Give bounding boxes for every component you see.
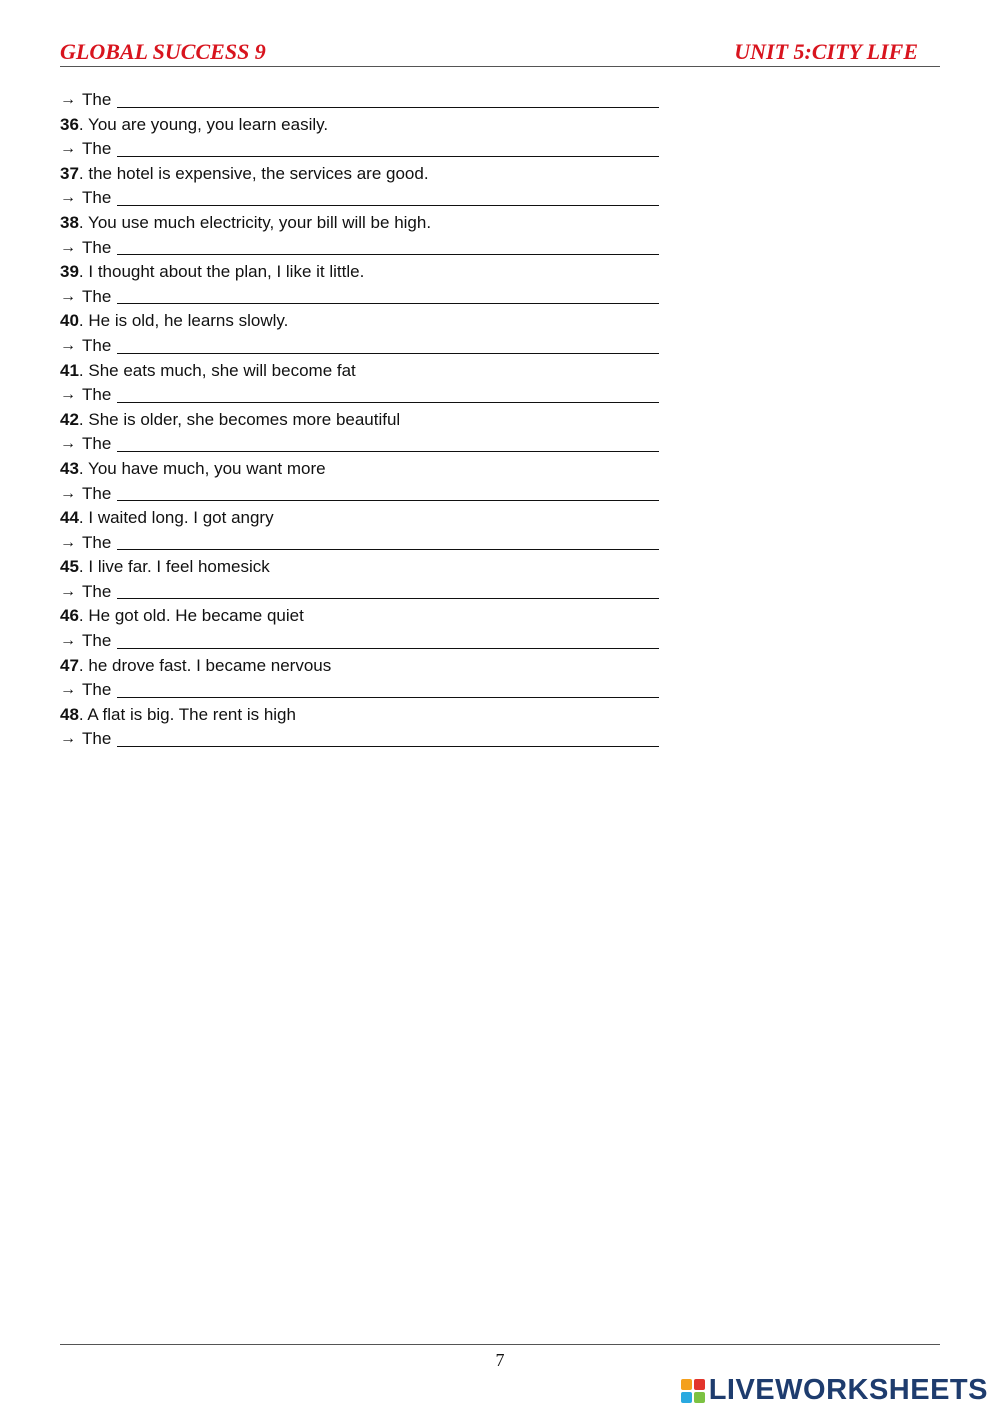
- answer-blank[interactable]: [117, 253, 659, 255]
- answer-line: [60, 580, 670, 605]
- answer-prefix: The: [82, 286, 112, 306]
- item-sentence: . A flat is big. The rent is high: [78, 704, 296, 724]
- exercise-item: [60, 260, 670, 285]
- exercise-item: [60, 604, 670, 629]
- answer-blank[interactable]: [117, 352, 659, 354]
- item-number: 48: [60, 704, 79, 724]
- exercise-list: [60, 88, 670, 752]
- footer-divider: [60, 1344, 940, 1345]
- item-number: 40: [60, 311, 79, 331]
- answer-prefix: The: [82, 434, 112, 454]
- exercise-item: [60, 359, 670, 384]
- item-sentence: . I waited long. I got angry: [78, 508, 274, 528]
- item-number: 36: [60, 114, 79, 134]
- answer-line: [60, 334, 670, 359]
- item-number: 47: [60, 655, 79, 675]
- exercise-item: [60, 211, 670, 236]
- brand-name: LIVEWORKSHEETS: [708, 1374, 988, 1406]
- answer-line: [60, 88, 670, 113]
- item-number: 42: [60, 409, 79, 429]
- answer-line: [60, 678, 670, 703]
- answer-prefix: The: [82, 139, 112, 159]
- exercise-item: [60, 408, 670, 433]
- exercise-item: [60, 703, 670, 728]
- answer-line: [60, 531, 670, 556]
- answer-line: [60, 137, 670, 162]
- item-number: 43: [60, 458, 79, 478]
- arrow-right-icon: →: [60, 189, 76, 207]
- exercise-item: [60, 309, 670, 334]
- answer-blank[interactable]: [117, 401, 659, 403]
- arrow-right-icon: →: [60, 533, 76, 551]
- item-number: 46: [60, 606, 79, 626]
- arrow-right-icon: →: [60, 730, 76, 748]
- answer-blank[interactable]: [117, 450, 659, 452]
- answer-line: [60, 383, 670, 408]
- answer-blank[interactable]: [117, 106, 659, 108]
- answer-line: [60, 186, 670, 211]
- item-sentence: . He is old, he learns slowly.: [78, 311, 289, 331]
- answer-line: [60, 629, 670, 654]
- item-number: 39: [60, 262, 79, 282]
- item-sentence: . She eats much, she will become fat: [78, 360, 356, 380]
- item-sentence: . She is older, she becomes more beautiful: [78, 409, 401, 429]
- item-number: 41: [60, 360, 79, 380]
- item-sentence: . You have much, you want more: [78, 458, 326, 478]
- answer-blank[interactable]: [117, 745, 659, 747]
- answer-line: [60, 285, 670, 310]
- answer-prefix: The: [82, 385, 112, 405]
- arrow-right-icon: →: [60, 287, 76, 305]
- exercise-item: [60, 506, 670, 531]
- answer-line: [60, 236, 670, 261]
- exercise-item: [60, 654, 670, 679]
- item-number: 38: [60, 212, 79, 232]
- item-sentence: . He got old. He became quiet: [78, 606, 304, 626]
- page-number: 7: [495, 1350, 505, 1370]
- exercise-item: [60, 113, 670, 138]
- answer-blank[interactable]: [117, 696, 659, 698]
- answer-prefix: The: [82, 631, 112, 651]
- item-sentence: . he drove fast. I became nervous: [78, 655, 332, 675]
- arrow-right-icon: →: [60, 336, 76, 354]
- exercise-item: [60, 555, 670, 580]
- arrow-right-icon: →: [60, 91, 76, 108]
- answer-prefix: The: [82, 532, 112, 552]
- answer-line: [60, 432, 670, 457]
- item-number: 44: [60, 508, 79, 528]
- arrow-right-icon: →: [60, 435, 76, 453]
- answer-prefix: The: [82, 237, 112, 257]
- answer-blank[interactable]: [117, 597, 659, 599]
- answer-prefix: The: [82, 729, 112, 749]
- answer-line: [60, 482, 670, 507]
- header-left-title: GLOBAL SUCCESS 9: [60, 39, 266, 64]
- item-number: 37: [60, 163, 79, 183]
- header-right-title: UNIT 5:CITY LIFE: [734, 39, 918, 64]
- brand-logo[interactable]: [681, 1374, 988, 1407]
- answer-prefix: The: [82, 581, 112, 601]
- answer-blank[interactable]: [117, 204, 659, 206]
- item-sentence: . You are young, you learn easily.: [78, 114, 329, 134]
- item-sentence: . I live far. I feel homesick: [78, 557, 270, 577]
- exercise-item: [60, 457, 670, 482]
- answer-blank[interactable]: [117, 499, 659, 501]
- arrow-right-icon: →: [60, 632, 76, 650]
- answer-blank[interactable]: [117, 647, 659, 649]
- arrow-right-icon: →: [60, 582, 76, 600]
- exercise-item: [60, 162, 670, 187]
- item-sentence: . You use much electricity, your bill will be high.: [78, 212, 432, 232]
- answer-prefix: The: [82, 483, 112, 503]
- answer-prefix: The: [82, 680, 112, 700]
- arrow-right-icon: →: [60, 140, 76, 158]
- liveworksheets-logo-icon: [681, 1379, 705, 1403]
- page-header: [60, 38, 940, 67]
- answer-prefix: The: [82, 90, 112, 109]
- item-number: 45: [60, 557, 79, 577]
- item-sentence: . the hotel is expensive, the services are good.: [78, 163, 429, 183]
- arrow-right-icon: →: [60, 484, 76, 502]
- answer-line: [60, 727, 670, 752]
- item-sentence: . I thought about the plan, I like it little.: [78, 262, 365, 282]
- answer-blank[interactable]: [117, 548, 659, 550]
- arrow-right-icon: →: [60, 681, 76, 699]
- answer-blank[interactable]: [117, 155, 659, 157]
- answer-blank[interactable]: [117, 302, 659, 304]
- answer-prefix: The: [82, 188, 112, 208]
- arrow-right-icon: →: [60, 386, 76, 404]
- answer-prefix: The: [82, 335, 112, 355]
- arrow-right-icon: →: [60, 238, 76, 256]
